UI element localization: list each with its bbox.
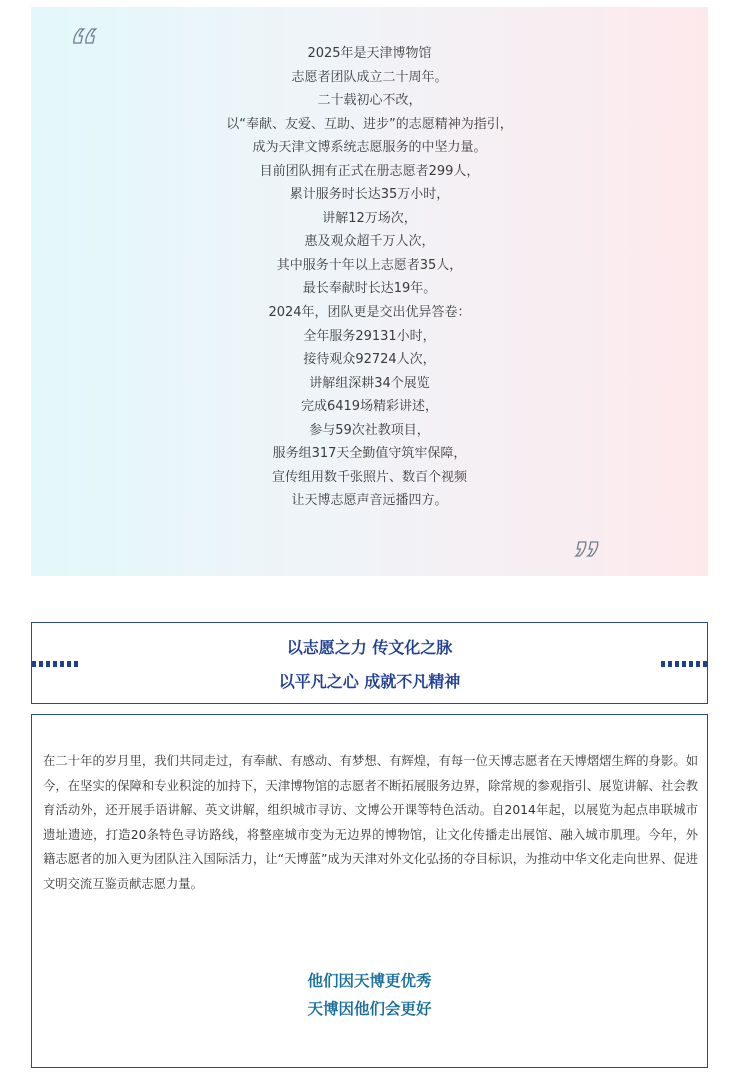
intro-line: 以“奉献、友爱、互助、进步”的志愿精神为指引， <box>226 116 513 132</box>
right-dot-divider <box>661 661 707 667</box>
intro-line: 完成6419场精彩讲述， <box>300 399 439 415</box>
intro-line: 累计服务时长达35万小时， <box>289 187 450 203</box>
intro-line: 讲解组深耕34个展览 <box>309 375 430 391</box>
intro-text <box>31 42 708 513</box>
intro-line: 目前团队拥有正式在册志愿者299人， <box>259 163 480 179</box>
intro-line: 2025年是天津博物馆 <box>307 46 432 61</box>
intro-line: 成为天津文博系统志愿服务的中坚力量。 <box>252 140 487 156</box>
closing-line-2: 天博因他们会更好 <box>307 1000 432 1018</box>
intro-line: 惠及观众超千万人次， <box>304 234 435 250</box>
intro-line: 全年服务29131小时， <box>303 328 436 344</box>
intro-line: 其中服务十年以上志愿者35人， <box>276 257 463 273</box>
intro-line: 服务组317天全勤值守筑牢保障， <box>272 446 467 462</box>
body-paragraph: 在二十年的岁月里，我们共同走过，有奉献、有感动、有梦想、有辉煌，有每一位天博志愿者在天博熠熠生辉的身影。如今，在坚实的保障和专业积淀的加持下，天津博物馆的志愿者不断拓展服务边界，除常规的参观指引、展览讲解、社会教育活动外，还开展手语讲解、英文讲解，组织城市寻访、文博公开课等特色活动。自2014年起，以展览为起点串联城市遗址遗迹，打造20条特色寻访路线，将整座城市变为无边界的博物馆，让文化传播走出展馆、融入城市肌理。今年，外籍志愿者的加入更为团队注入国际活力，让“天博蓝”成为天津对外文化弘扬的夺目标识，为推动中华文化走向世界、促进文明交流互鉴贡献志愿力量。 <box>43 754 698 891</box>
section-title-line-2: 以平凡之心 成就不凡精神 <box>278 672 461 691</box>
intro-line: 参与59次社教项目， <box>309 422 430 438</box>
close-quote-icon <box>572 541 600 557</box>
section-title-box <box>31 622 708 704</box>
intro-line: 最长奉献时长达19年。 <box>302 281 437 297</box>
closing-line-1: 他们因天博更优秀 <box>307 972 432 990</box>
intro-line: 让天博志愿声音远播四方。 <box>291 493 448 509</box>
section-title-line-1: 以志愿之力 传文化之脉 <box>286 638 453 657</box>
intro-line: 讲解12万场次， <box>322 210 417 226</box>
left-dot-divider <box>32 661 78 667</box>
intro-line: 二十载初心不改， <box>317 93 422 109</box>
intro-quote-card <box>31 7 708 576</box>
intro-line: 宣传组用数千张照片、数百个视频 <box>271 469 467 485</box>
intro-line: 志愿者团队成立二十周年。 <box>291 69 448 85</box>
body-text-box <box>31 714 708 1068</box>
intro-line: 接待观众92724人次， <box>303 352 436 368</box>
intro-line: 2024年，团队更是交出优异答卷： <box>268 305 471 321</box>
